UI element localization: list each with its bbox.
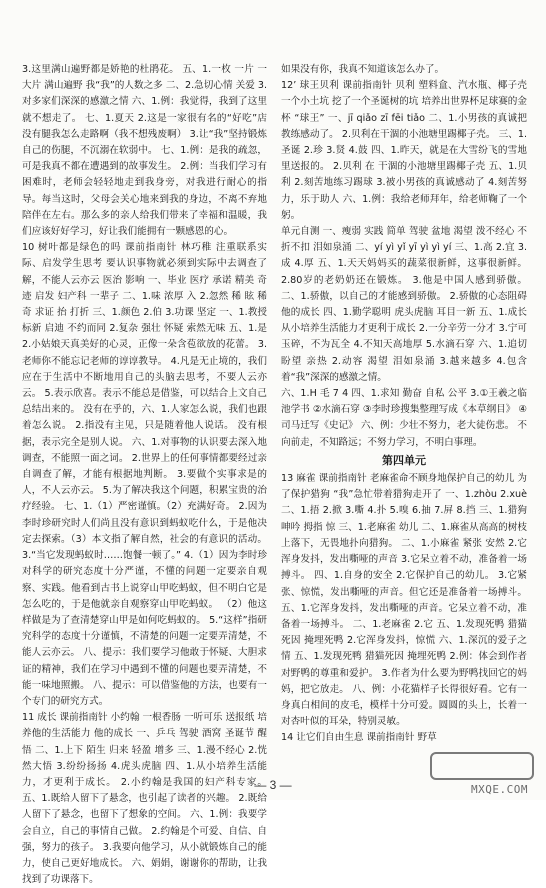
answer-paragraph-lesson-12: 12’ 球王贝利 课前指南针 贝利 塑料盒、汽水瓶、椰子壳 一个小土坑 挖了一个圣诞树的坑 培养出世界杯足球赛的金杯 “球王” 一、jī qiǎo zī fēi tiǎo 二、1.小男孩的真诚把教练感动了。 2.贝利在干涸的小池塘里踢椰子壳。 三、1.圣诞 2.珍 3.贤 4.鼓 四、1.昨天，就是在大雪纷飞的雪地里送报的。 2.贝利 在 干涸的小池塘里踢椰子壳 五、1.贝利 2.刻苦地练习踢球 3.被小男孩的真诚感动了 4.刻苦努力，乐于助人 六、1.例：我给老师拜年，给老师鞠了一个躬。 <box>281 80 527 221</box>
answer-paragraph-continued: 如果没有你，我真不知道该怎么办了。 <box>281 64 445 75</box>
page-footer <box>0 776 546 800</box>
answer-paragraph-lesson-11: 11 成长 课前指南针 小约翰 一根香肠 一听可乐 送报纸 培养他的生活能力 他的成长 一、乒乓 驾驶 酒窝 圣诞节 醒悟 二、1.上下 陌生 归来 轻盈 增多 三、1.漫不经心 2.恍然大悟 3.纷纷扬扬 4.虎头虎脑 四、1.从小培养生活能力，才更利于成长。 2.小约翰是我国的妇产科专家。 五、1.既给人留下了悬念，也引起了读者的兴趣。 2.既给人留下了悬念，也留下了想象的空间。 六、1.例：我要学会自立，自己的事情自己做。 2.约翰是个可爱、自信、自强，努力的孩子。 3.我要向他学习，从小就锻炼自己的能力，使自己更好地成长。 六、娟娟，谢谢你的帮助，让我找到了功课落下。 <box>22 712 267 886</box>
answer-paragraph-unit3-end: 3.这里满山遍野都是娇艳的杜鹃花。 五、1.一枚 一片 一大片 满山遍野 我“我”的人数之多 二、2.急切心情 关爱 3.对多家们深深的感激之情 六、1.例：我觉得，我到了这里就不想走了。 七、1.夏天 2.这是一家很有名的“好吃”店 没有腿我怎么走路啊（我不想残废啊） 3.让“我”坚持锻炼自己的伤腿，不沉溺在软弱中。 七、1.例：是我的疏忽，可是我真不都在遭遇到的故事发生。 2.例：当我们学习有困难时，老师会轻轻地走到我身旁，对我进行耐心的指导。每当这时，父母会关心地来到我的身边，不离不弃地陪伴在左右。那么多的亲人给我们带来了幸福和温暖，我们应该好好学习，好让我们能拥有一颗感恩的心。 <box>22 64 267 238</box>
answer-paragraph-lesson-13: 13 麻雀 课前指南针 老麻雀命不顾身地保护自己的幼儿 为了保护猎狗 “我”急忙带着猎狗走开了 一、1.zhòu 2.xuè 二、1.捂 2.掀 3.嘶 4.扑 5.嗅 6.抽 7.屏 8.挡 三、1.猎狗 呻吟 拇指 惊 三、1.老麻雀 幼儿 二、1.麻雀从高高的树枝上落下，无畏地扑向猎狗。 二、1.小麻雀 紧张 安然 2.它浑身发抖，发出嘶哑的声音 3.它呆立着不动，准备着一场搏斗。 四、1.自身的安全 2.它保护自己的幼儿。 3.它紧张、惊慌，发出嘶哑的声音。但它还是准备着一场搏斗。 五、1.它浑身发抖，发出嘶哑的声音。它呆立着不动，准备着一场搏斗。 二、1.老麻雀 2.它 五、1.发现死鸭 猎猫死因 掩埋死鸭 2.它浑身发抖，惊慌 六、1.深沉的爱子之情 五、1.发现死鸭 猎猫死因 掩埋死鸭 2.例：体会到作者对野鸭的尊重和爱护。 3.作者为什么要为野鸭找回它的妈妈，把它放走。 八、例：小花猫样子长得很好看。它有一身真白相间的皮毛，模样十分可爱。圆圆的头上，长着一对杏叶似的耳朵，特别灵敏。 <box>281 473 527 728</box>
page-number: — 3 — <box>254 778 292 792</box>
unit-four-title: 第四单元 <box>382 453 426 467</box>
answer-paragraph-unit-test-2: 六、1.H 毛 7 4 四、1.求知 勤奋 自私 公平 3.①王羲之临池学书 ②水滴石穿 ③李时珍搜集整理写成《本草纲目》 ④司马迁写《史记》 六、例：少壮不努力，老大徒伤悲。 不向前走，不知路远；不努力学习，不明白事理。 <box>281 388 528 448</box>
right-column <box>281 62 527 774</box>
answer-paragraph-unit-test: 单元自测 一、瘦弱 实践 简单 驾驶 盆地 渴望 泼不经心 不折不扣 泪如泉涌 二、yí yì yǐ yī yì yì yí 三、1.高 2.宜 3.成 4.厚 五、1.天天妈妈买的蔬菜很新鲜，这事很新鲜。 2.80岁的老奶奶还在锻炼。 3.他是中国人感到骄傲。 二、1.骄傲，以自己的才能感到骄傲。 2.骄傲的心态阻碍他的成长 四、1.勤学聪明 虎头虎脑 耳目一新 五、1.成长 从小培养生活能力才更利于成长 2.一分辛劳一分才 3.宁可玉碎，不为瓦全 4.不知天高地厚 5.水滴石穿 六、1.追切 盼望 亲热 2.动容 渴望 泪如泉涌 3.越来越多 4.包含着“我”深深的感激之情。 <box>281 226 527 383</box>
answer-paragraph-lesson-14: 14 让它们自由生息 课前指南针 野草 <box>281 732 437 744</box>
watermark-logo <box>430 752 534 780</box>
left-column <box>22 62 267 886</box>
watermark-text: MXQE.COM <box>471 783 528 796</box>
answer-paragraph-lesson-10: 10 树叶都是绿色的吗 课前指南针 林巧稚 注重联系实际、启发学生思考 要认识事物就必须到实际中去调查了解，不能人云亦云 医治 影响 一、毕业 医疗 承诺 精美 奇迹 启发 妇产科 一辈子 二、1.味 浓厚 入 2.忽然 稀 眩 稀奇 求证 抬 打折 三、1.颜色 2.伯 3.功课 坚定 一、1.教授 标新 启迪 不约而同 2.复杂 强壮 怀疑 索然无味 五、1.是 2.小姑娘天真美好的心灵，正像一朵含苞欲放的花蕾。 3.老师你不能忘记老师的谆谆教导。 4.凡是无止境的，我们应在于生活中不断地用自己的头脑去思考，不要人云亦云。 5.表示欣喜。表示不能总是借鉴，可以结合上文自己总结出来的。 没有在乎的，六、1.人家怎么说，我们也跟着怎么说。 2.指没有主见，只是随着他人说话。 没有根据，表示完全是别人说。 六、1.对事物的认识要去深入地调查，不能照一面之词。 2.世界上的任何事情都要经过亲自调查了解，才能有根据地判断。 3.要做个实事求是的人，不人云亦云。 5.为了解决我这个问题，积累宝贵的治疗经验。 七、1.（1）严密谨慎。（2）充满好奇。 2.因为李时珍研究时人们尚且没有意识到蚂蚁吃什么，于是他决定去探索。（3）本文指了解自然，社会的有意识的活动。 3.“当它发现蚂蚁时……饱餐一顿了。” 4.（1）因为李时珍对科学的研究态度十分严谨，不懂的问题一定要亲自观察、实践。他看到古书上说穿山甲吃蚂蚁，但不明白它是怎么吃的，于是他就亲自观察穿山甲吃蚂蚁。 （2）他这样做是为了查清楚穿山甲是如何吃蚂蚁的。 5.“这样”指研究科学的态度十分谨慎，不清楚的问题一定要弄清楚，不能人云亦云。 八、提示：我们要学习他敢于怀疑、大胆求证的精神，我们在学习中遇到不懂的问题也要弄清楚，不能一味地照搬。 八、提示：可以借鉴他的方法，也要有一个专门的研究方式。 <box>22 242 267 707</box>
